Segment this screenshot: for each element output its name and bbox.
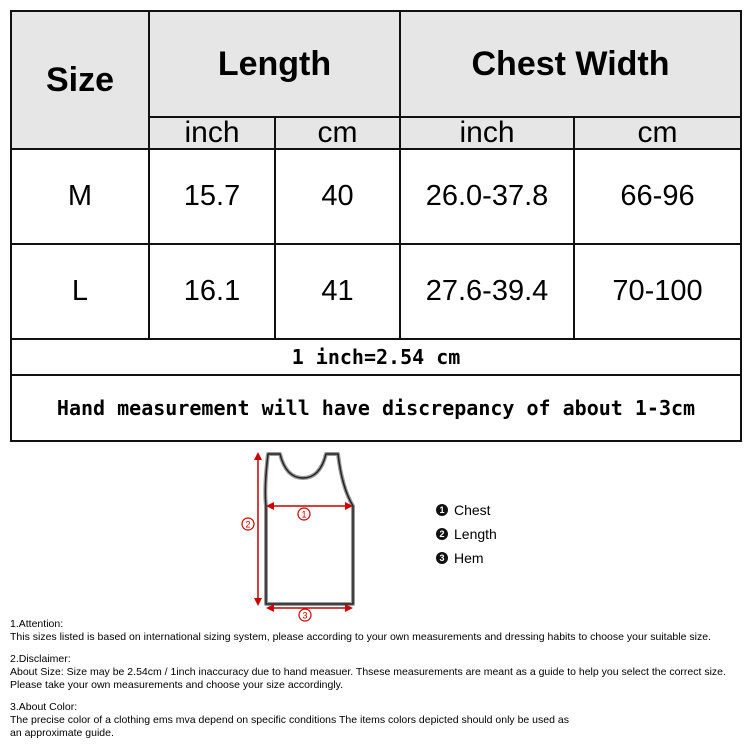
attention-note bbox=[10, 618, 745, 644]
legend-number: 1 bbox=[436, 504, 448, 516]
legend-label: Length bbox=[454, 526, 497, 542]
legend-number: 3 bbox=[436, 552, 448, 564]
table-row bbox=[11, 244, 741, 339]
size-table bbox=[10, 10, 742, 442]
unit-chest-inch: inch bbox=[400, 117, 574, 149]
header-size: Size bbox=[11, 11, 149, 149]
legend-item bbox=[436, 546, 497, 570]
header-length: Length bbox=[149, 11, 400, 117]
conversion-note: 1 inch=2.54 cm bbox=[11, 339, 741, 375]
unit-chest-cm: cm bbox=[574, 117, 741, 149]
disclaimer-note bbox=[10, 653, 745, 692]
diagram-markers bbox=[238, 448, 368, 623]
marker-length: 2 bbox=[245, 519, 251, 530]
unit-length-cm: cm bbox=[275, 117, 400, 149]
note-line: This sizes listed is based on international sizing system, please according to your own measurements and dressing habits to choose your suitable size. bbox=[10, 631, 711, 643]
size-chart bbox=[10, 10, 740, 442]
notes-section bbox=[10, 618, 745, 749]
cell-chest-cm: 66-96 bbox=[574, 149, 741, 244]
note-line: The precise color of a clothing ems mva depend on specific conditions The items colors depicted should only be used as bbox=[10, 714, 569, 726]
cell-size: M bbox=[11, 149, 149, 244]
tank-top-diagram bbox=[238, 448, 368, 621]
note-title: 3.About Color: bbox=[10, 701, 78, 713]
marker-chest: 1 bbox=[301, 509, 307, 520]
cell-length-inch: 15.7 bbox=[149, 149, 275, 244]
cell-length-cm: 40 bbox=[275, 149, 400, 244]
color-note bbox=[10, 701, 745, 740]
note-line: About Size: Size may be 2.54cm / 1inch inaccuracy due to hand measuer. Thsese measurements are meant as a guide to help you select the correct size. bbox=[10, 666, 726, 678]
legend-label: Chest bbox=[454, 502, 491, 518]
marker-hem: 3 bbox=[302, 610, 308, 621]
note-line: Please take your own measurements and choose your size accordingly. bbox=[10, 679, 344, 691]
legend-item bbox=[436, 498, 497, 522]
diagram-legend bbox=[436, 498, 497, 570]
legend-item bbox=[436, 522, 497, 546]
cell-length-inch: 16.1 bbox=[149, 244, 275, 339]
cell-length-cm: 41 bbox=[275, 244, 400, 339]
header-chest-width: Chest Width bbox=[400, 11, 741, 117]
legend-label: Hem bbox=[454, 550, 484, 566]
unit-length-inch: inch bbox=[149, 117, 275, 149]
note-title: 1.Attention: bbox=[10, 618, 64, 630]
cell-size: L bbox=[11, 244, 149, 339]
cell-chest-inch: 26.0-37.8 bbox=[400, 149, 574, 244]
cell-chest-cm: 70-100 bbox=[574, 244, 741, 339]
legend-number: 2 bbox=[436, 528, 448, 540]
note-title: 2.Disclaimer: bbox=[10, 653, 71, 665]
cell-chest-inch: 27.6-39.4 bbox=[400, 244, 574, 339]
table-row bbox=[11, 149, 741, 244]
note-line: an approximate guide. bbox=[10, 727, 114, 739]
discrepancy-note: Hand measurement will have discrepancy of about 1-3cm bbox=[11, 375, 741, 441]
